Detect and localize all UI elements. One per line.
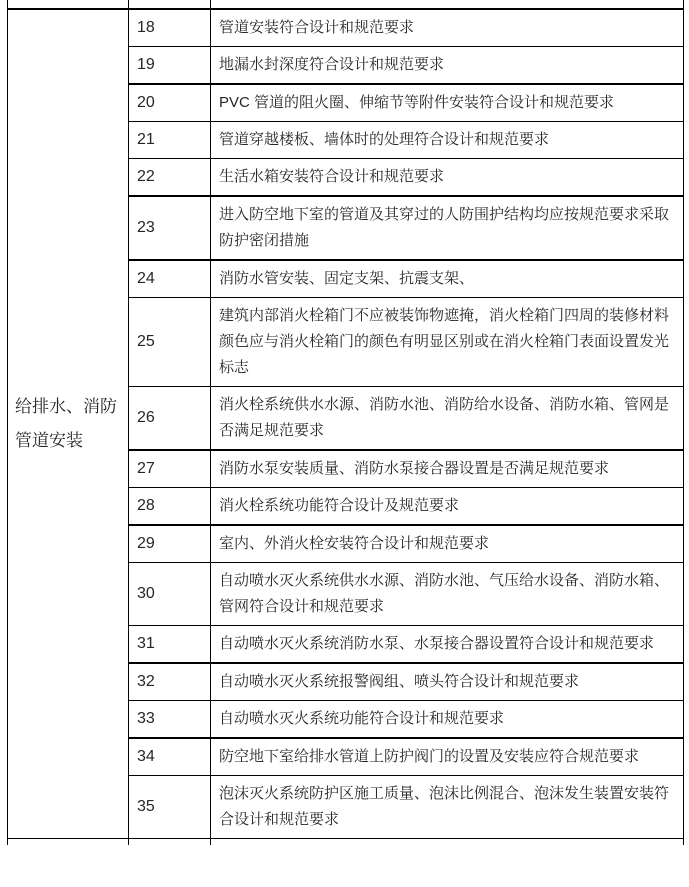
item-text: 泡沫灭火系统防护区施工质量、泡沫比例混合、泡沫发生装置安装符合设计和规范要求 [219,785,670,828]
item-text: 生活水箱安装符合设计和规范要求 [219,168,445,185]
item-text: 建筑内部消火栓箱门不应被装饰物遮掩，消火栓箱门四周的装修材料颜色应与消火栓箱门的颜色有明显区别或在消火栓箱门表面设置发光标志 [219,307,670,376]
table-row [129,83,683,121]
item-number: 26 [129,387,211,449]
item-number: 29 [129,526,211,562]
item-text: 消火栓系统供水水源、消防水池、消防给水设备、消防水箱、管网是否满足规范要求 [219,396,670,439]
item-rows [129,10,683,838]
table-row [129,46,683,83]
table-row [129,449,683,487]
table-row [129,524,683,562]
table-body [8,8,683,839]
table-row [129,297,683,386]
table-row [129,10,683,46]
item-text: 消防水泵安装质量、消防水泵接合器设置是否满足规范要求 [219,460,610,477]
item-number: 18 [129,10,211,46]
partial-cell-section [8,0,129,8]
item-number: 32 [129,664,211,700]
item-text: 消火栓系统功能符合设计及规范要求 [219,497,460,514]
table-row-partial-top [8,0,683,8]
item-text: 管道穿越楼板、墙体时的处理符合设计和规范要求 [219,131,550,148]
table-row [129,386,683,449]
item-text: 管道安装符合设计和规范要求 [219,19,415,36]
partial-cell-number [129,0,211,8]
item-text: PVC 管道的阻火圈、伸缩节等附件安装符合设计和规范要求 [219,94,615,111]
item-text: 室内、外消火栓安装符合设计和规范要求 [219,535,490,552]
item-text: 消防水管安装、固定支架、抗震支架、 [219,270,475,287]
section-label-cell [8,10,129,838]
table-row [129,195,683,259]
item-number: 24 [129,261,211,297]
item-text: 进入防空地下室的管道及其穿过的人防围护结构均应按规范要求采取防护密闭措施 [219,206,670,249]
item-number: 19 [129,47,211,83]
item-number: 20 [129,85,211,121]
partial-cell-text [211,839,683,845]
table-row [129,121,683,158]
table-row [129,700,683,737]
item-number: 27 [129,451,211,487]
item-number: 34 [129,739,211,775]
table-row [129,562,683,625]
item-number: 30 [129,563,211,625]
table-row [129,487,683,524]
table-row [129,662,683,700]
item-text: 防空地下室给排水管道上防护阀门的设置及安装应符合规范要求 [219,748,640,765]
table-row [129,775,683,838]
section-label: 给排水、消防管道安装 [15,397,117,450]
item-number: 31 [129,626,211,662]
item-number: 22 [129,159,211,195]
item-number: 25 [129,298,211,386]
item-number: 35 [129,776,211,838]
item-number: 21 [129,122,211,158]
item-text: 地漏水封深度符合设计和规范要求 [219,56,445,73]
item-text: 自动喷水灭火系统消防水泵、水泵接合器设置符合设计和规范要求 [219,635,655,652]
partial-cell-text [211,0,683,8]
table-row [129,625,683,662]
table-row-partial-bottom [8,839,683,845]
item-text: 自动喷水灭火系统报警阀组、喷头符合设计和规范要求 [219,673,580,690]
table-row [129,259,683,297]
item-text: 自动喷水灭火系统功能符合设计和规范要求 [219,710,505,727]
item-number: 23 [129,197,211,259]
table-row [129,158,683,195]
table-row [129,737,683,775]
inspection-table [7,0,684,845]
item-number: 33 [129,701,211,737]
partial-cell-number [129,839,211,845]
item-text: 自动喷水灭火系统供水水源、消防水池、气压给水设备、消防水箱、管网符合设计和规范要求 [219,572,670,615]
partial-cell-section [8,839,129,845]
item-number: 28 [129,488,211,524]
